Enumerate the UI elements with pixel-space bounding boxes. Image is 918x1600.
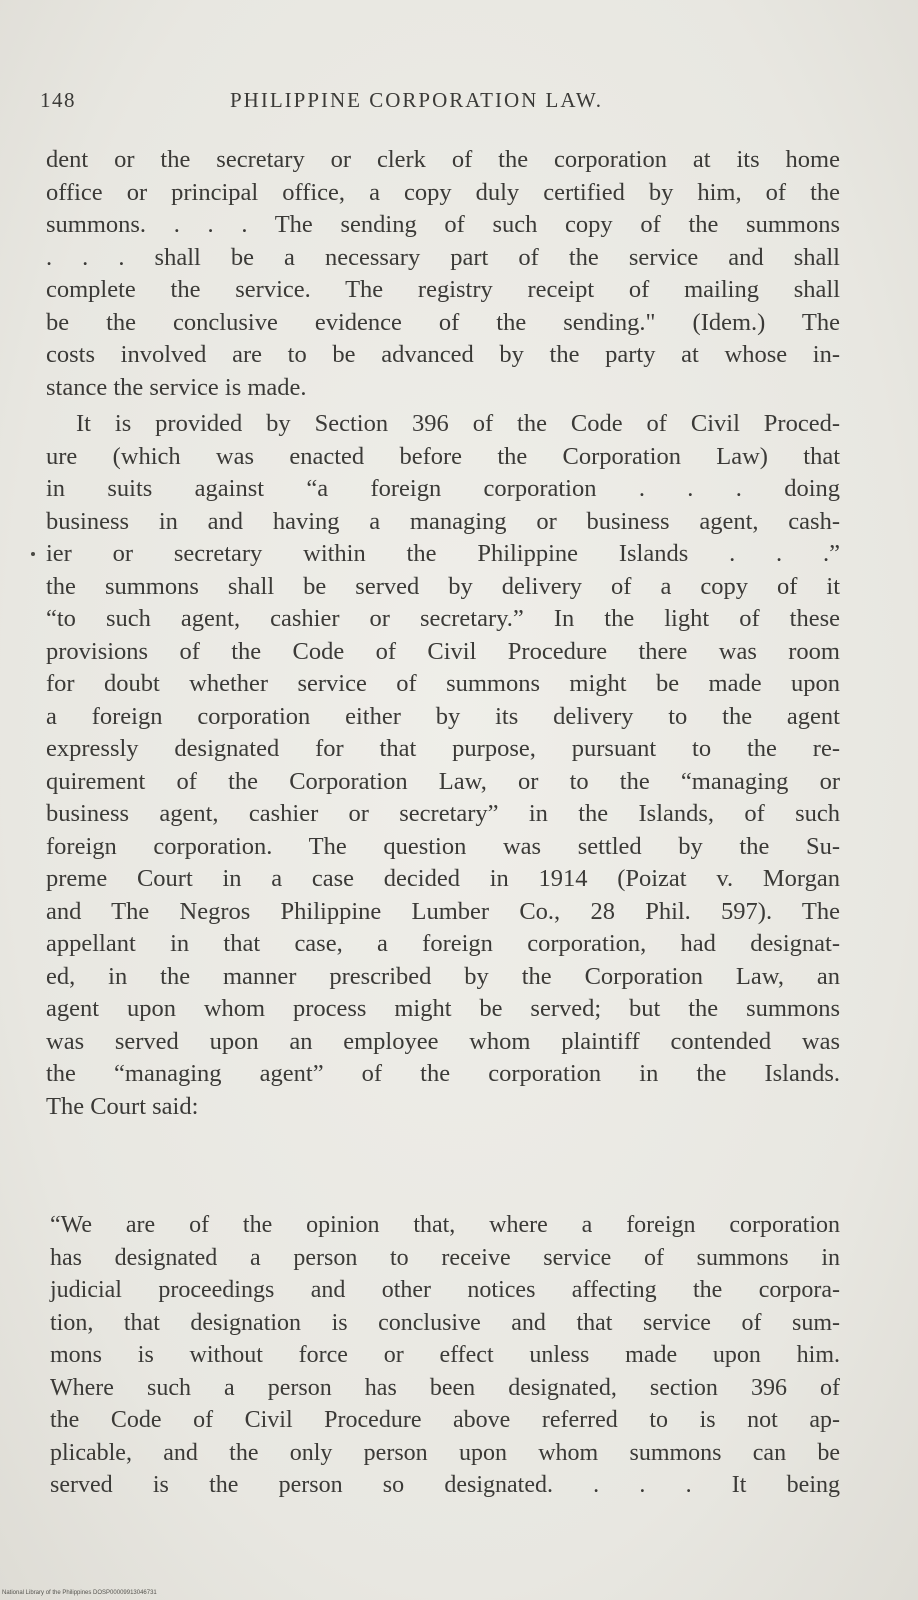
- text-line: ure (which was enacted before the Corporation Law) that: [46, 442, 840, 470]
- text-line: business agent, cashier or secretary” in the Islands, of such: [46, 800, 840, 827]
- text-line: provisions of the Code of Civil Procedure there was room: [46, 637, 840, 665]
- margin-mark: [31, 552, 35, 556]
- page-header: [38, 88, 858, 124]
- digitization-footer: National Library of the Philippines DOSP00009913046731: [2, 1590, 157, 1596]
- text-line: expressly designated for that purpose, pursuant to the re-: [46, 735, 840, 762]
- text-line: the “managing agent” of the corporation in the Islands.: [46, 1060, 840, 1087]
- text-line: foreign corporation. The question was settled by the Su-: [46, 832, 840, 860]
- text-line: ier or secretary within the Philippine Islands . . .”: [46, 540, 840, 567]
- text-line: in suits against “a foreign corporation . . . doing: [46, 475, 840, 502]
- text-line: appellant in that case, a foreign corporation, had designat-: [46, 930, 840, 957]
- text-line: It is provided by Section 396 of the Code of Civil Proced-: [76, 410, 840, 437]
- paragraph-2: [46, 408, 840, 1123]
- text-line: dent or the secretary or clerk of the corporation at its home: [46, 146, 840, 173]
- quote-line: plicable, and the only person upon whom summons can be: [50, 1439, 840, 1466]
- text-line: . . . shall be a necessary part of the service and shall: [46, 243, 840, 271]
- text-line: business in and having a managing or business agent, cash-: [46, 507, 840, 535]
- text-line: “to such agent, cashier or secretary.” In the light of these: [46, 605, 840, 632]
- text-line: quirement of the Corporation Law, or to the “managing or: [46, 767, 840, 795]
- text-line: be the conclusive evidence of the sending." (Idem.) The: [46, 308, 840, 336]
- text-line: agent upon whom process might be served; but the summons: [46, 995, 840, 1022]
- body-text: [46, 144, 840, 1123]
- quote-line: the Code of Civil Procedure above referred to is not ap-: [50, 1407, 840, 1433]
- paragraph-1: [46, 144, 840, 404]
- text-line: complete the service. The registry receipt of mailing shall: [46, 276, 840, 303]
- text-line: summons. . . . The sending of such copy of the summons: [46, 211, 840, 238]
- quote-line: has designated a person to receive service of summons in: [50, 1244, 840, 1271]
- text-line: costs involved are to be advanced by the party at whose in-: [46, 341, 840, 368]
- quote-line: tion, that designation is conclusive and that service of sum-: [50, 1309, 840, 1336]
- quote-line: “We are of the opinion that, where a foreign corporation: [50, 1212, 840, 1238]
- text-line: ed, in the manner prescribed by the Corporation Law, an: [46, 962, 840, 990]
- text-line: and The Negros Philippine Lumber Co., 28 Phil. 597). The: [46, 897, 840, 925]
- text-line: the summons shall be served by delivery of a copy of it: [46, 572, 840, 600]
- quote-line: Where such a person has been designated, section 396 of: [50, 1374, 840, 1401]
- text-line: was served upon an employee whom plaintiff contended was: [46, 1027, 840, 1055]
- quote-line: served is the person so designated. . . . It being: [50, 1472, 840, 1498]
- text-line: The Court said:: [46, 1092, 199, 1120]
- block-quote: [50, 1210, 840, 1503]
- text-line: stance the service is made.: [46, 373, 307, 401]
- text-line: preme Court in a case decided in 1914 (Poizat v. Morgan: [46, 865, 840, 892]
- running-title: PHILIPPINE CORPORATION LAW.: [230, 88, 603, 112]
- text-line: office or principal office, a copy duly certified by him, of the: [46, 178, 840, 206]
- text-line: a foreign corporation either by its delivery to the agent: [46, 702, 840, 730]
- quote-line: mons is without force or effect unless made upon him.: [50, 1342, 840, 1368]
- page-number: 148: [40, 88, 76, 112]
- quote-line: judicial proceedings and other notices affecting the corpora-: [50, 1277, 840, 1303]
- text-line: for doubt whether service of summons might be made upon: [46, 670, 840, 697]
